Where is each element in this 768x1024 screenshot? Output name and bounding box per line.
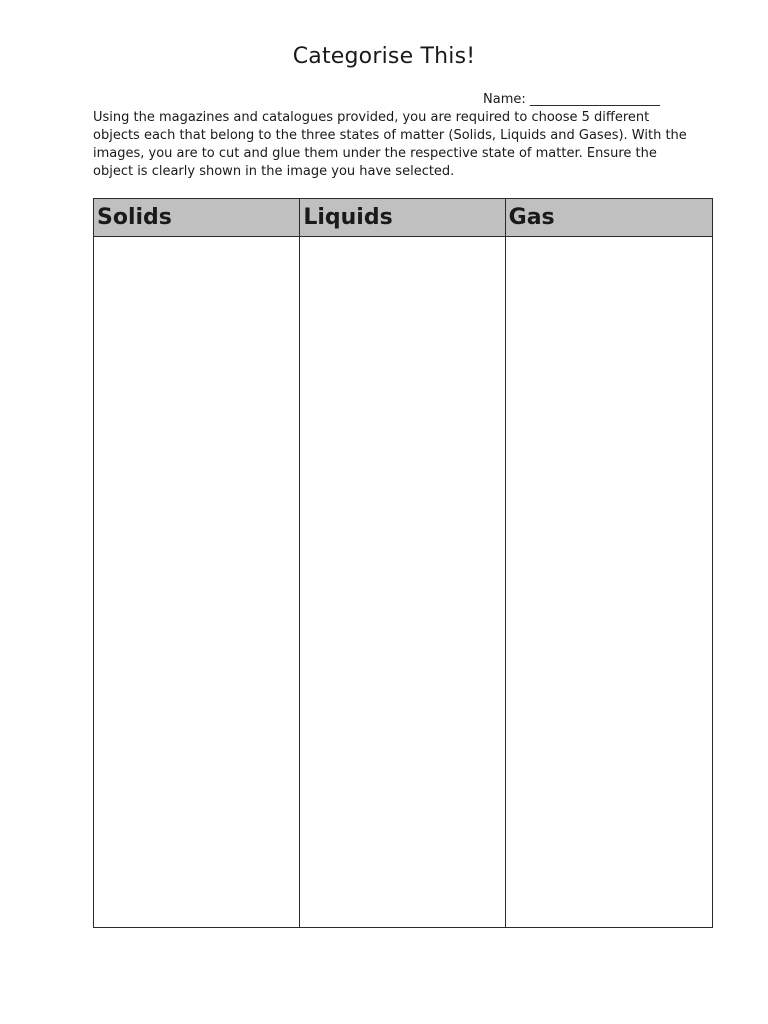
solids-drop-area[interactable]	[94, 237, 300, 928]
table-row	[94, 237, 713, 928]
instructions-line: objects each that belong to the three states of matter (Solids, Liquids and Gases). With the	[93, 128, 687, 143]
worksheet-title: Categorise This!	[292, 44, 476, 69]
name-field[interactable]: Name: ____________________	[483, 92, 660, 107]
liquids-drop-area[interactable]	[300, 237, 505, 928]
instructions-line: object is clearly shown in the image you have selected.	[93, 164, 455, 179]
column-header-solids: Solids	[94, 199, 300, 237]
states-of-matter-table	[93, 198, 713, 928]
instructions-paragraph	[93, 109, 693, 181]
gas-drop-area[interactable]	[505, 237, 712, 928]
column-header-liquids: Liquids	[300, 199, 505, 237]
table-header-row	[94, 199, 713, 237]
instructions-line: Using the magazines and catalogues provided, you are required to choose 5 different	[93, 110, 650, 125]
instructions-line: images, you are to cut and glue them under the respective state of matter. Ensure the	[93, 146, 657, 161]
column-header-gas: Gas	[505, 199, 712, 237]
